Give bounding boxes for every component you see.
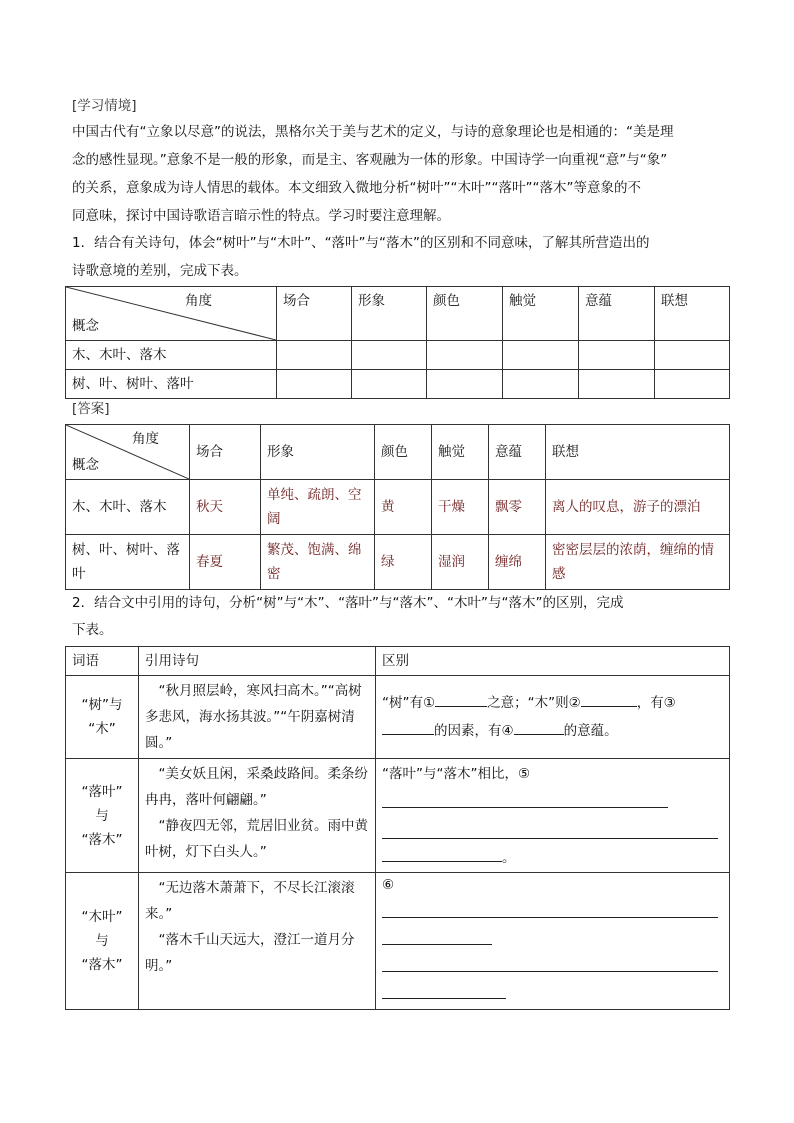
table2-header: 触觉 — [432, 425, 489, 480]
table2-row-label: 木、木叶、落木 — [66, 480, 190, 535]
table2-cell-meaning: 飘零 — [489, 480, 546, 535]
table2-cell-touch: 干燥 — [432, 480, 489, 535]
table1-corner-top: 角度 — [185, 293, 212, 309]
table1-blank-cell[interactable] — [352, 341, 427, 370]
table2-cell-association: 密密层层的浓荫，缠绵的情感 — [546, 535, 730, 590]
table1-blank-cell[interactable] — [579, 370, 655, 399]
table1-blank-cell[interactable] — [427, 370, 503, 399]
intro-line-3: 的关系，意象成为诗人情思的载体。本文细致入微地分析“树叶”“木叶”“落叶”“落木”等意象的不 — [72, 180, 641, 196]
question-1-line-2: 诗歌意境的差别，完成下表。 — [72, 263, 248, 279]
table2-header: 颜色 — [375, 425, 432, 480]
table3-poem-cell — [139, 873, 376, 1010]
table1-blank-cell[interactable] — [277, 370, 352, 399]
table2-cell-image: 单纯、疏朗、空阔 — [261, 480, 375, 535]
answer-line[interactable] — [382, 895, 718, 918]
table1-blank-cell[interactable] — [503, 341, 579, 370]
poem-quote: “无边落木萧萧下，不尽长江滚滚来。” — [145, 880, 355, 922]
table2-corner-top: 角度 — [132, 431, 159, 447]
answer-table — [65, 424, 730, 590]
table2-cell-meaning: 缠绵 — [489, 535, 546, 590]
blank-1[interactable] — [435, 690, 487, 707]
poem-quote: “静夜四无邻，荒居旧业贫。雨中黄叶树，灯下白头人。” — [145, 818, 368, 860]
poem-quote: “美女妖且闲，采桑歧路间。柔条纷冉冉，落叶何翩翩。” — [145, 766, 368, 808]
diff-text: “落叶”与“落木”相比，⑤ — [382, 766, 531, 782]
table1-corner-cell — [66, 287, 277, 341]
table1-corner-bottom: 概念 — [72, 318, 99, 334]
blank-3[interactable] — [382, 718, 434, 735]
question-1-line-1: 1．结合有关诗句，体会“树叶”与“木叶”、“落叶”与“落木”的区别和不同意味，了解其所营造出的 — [72, 235, 650, 251]
table1-blank-cell[interactable] — [579, 341, 655, 370]
table3-poem-cell — [139, 759, 376, 873]
table2-cell-association: 离人的叹息，游子的漂泊 — [546, 480, 730, 535]
term-line: “木叶” — [81, 909, 123, 925]
term-line: 与 — [95, 933, 109, 949]
question-2-line-1: 2．结合文中引用的诗句，分析“树”与“木”、“落叶”与“落木”、“木叶”与“落木”的区别，完成 — [72, 595, 624, 611]
table1-row-label: 木、木叶、落木 — [66, 341, 277, 370]
table3-header: 引用诗句 — [139, 647, 376, 676]
table3-diff-cell — [376, 676, 730, 759]
poem-quote: “落木千山天远大，澄江一道月分明。” — [145, 932, 355, 974]
table2-header: 联想 — [546, 425, 730, 480]
term-line: “落木” — [81, 957, 123, 973]
table2-header: 形象 — [261, 425, 375, 480]
term-line: 与 — [95, 807, 109, 824]
table3-term-cell — [66, 873, 139, 1010]
table2-cell-occasion: 秋天 — [190, 480, 261, 535]
term-line: “落叶” — [81, 783, 123, 800]
diff-text: ，有③ — [636, 695, 676, 711]
table3-header: 区别 — [376, 647, 730, 676]
table1-blank-cell[interactable] — [277, 341, 352, 370]
answer-line[interactable] — [382, 949, 718, 972]
diff-text: 之意；“木”则② — [487, 695, 581, 711]
table1-blank-cell[interactable] — [503, 370, 579, 399]
answer-line[interactable] — [382, 816, 718, 839]
term-line: “木” — [88, 721, 116, 737]
table3-poem-cell — [139, 676, 376, 759]
question-2-line-2: 下表。 — [72, 622, 113, 638]
table2-header: 场合 — [190, 425, 261, 480]
diff-text: “树”有① — [382, 695, 436, 711]
table3-term-cell — [66, 759, 139, 873]
intro-line-1: 中国古代有“立象以尽意”的说法，黑格尔关于美与艺术的定义，与诗的意象理论也是相通的：“美是理 — [72, 124, 674, 140]
table3-term-cell — [66, 676, 139, 759]
poem-quote: “秋月照层岭，寒风扫高木。”“高树多悲风，海水扬其波。”“午阴嘉树清圆。” — [145, 683, 362, 751]
table1-blank-cell[interactable] — [427, 341, 503, 370]
intro-line-4: 同意味，探讨中国诗歌语言暗示性的特点。学习时要注意理解。 — [72, 208, 450, 224]
table1-blank-cell[interactable] — [655, 341, 730, 370]
blank-4[interactable] — [514, 718, 564, 735]
answer-line[interactable] — [382, 845, 502, 862]
table1-header: 形象 — [352, 287, 427, 341]
table2-corner-cell — [66, 425, 190, 480]
diff-text: 的因素，有④ — [434, 723, 514, 739]
table1-blank-cell[interactable] — [352, 370, 427, 399]
exercise-table-2 — [65, 646, 730, 1010]
table1-header: 触觉 — [503, 287, 579, 341]
table2-header: 意蕴 — [489, 425, 546, 480]
table2-cell-occasion: 春夏 — [190, 535, 261, 590]
table2-cell-image: 繁茂、饱满、绵密 — [261, 535, 375, 590]
table1-header: 颜色 — [427, 287, 503, 341]
diff-text: 的意蕴。 — [563, 723, 618, 739]
answer-line[interactable] — [382, 785, 668, 808]
table1-header: 联想 — [655, 287, 730, 341]
table2-cell-color: 绿 — [375, 535, 432, 590]
table3-header: 词语 — [66, 647, 139, 676]
table1-blank-cell[interactable] — [655, 370, 730, 399]
term-line: “落木” — [81, 831, 123, 848]
answer-line[interactable] — [382, 922, 492, 945]
answer-tag: [答案] — [72, 401, 110, 417]
term-line: “树”与 — [81, 697, 123, 713]
table2-cell-touch: 湿润 — [432, 535, 489, 590]
table3-diff-cell — [376, 759, 730, 873]
table1-header: 场合 — [277, 287, 352, 341]
table1-row-label: 树、叶、树叶、落叶 — [66, 370, 277, 399]
exercise-table-1 — [65, 286, 730, 399]
table3-diff-cell — [376, 873, 730, 1010]
diff-text: ⑥ — [382, 877, 395, 893]
diff-text: 。 — [502, 850, 516, 866]
table1-header: 意蕴 — [579, 287, 655, 341]
answer-line[interactable] — [382, 976, 506, 999]
blank-2[interactable] — [581, 690, 637, 707]
table2-corner-bottom: 概念 — [72, 457, 99, 473]
table2-row-label: 树、叶、树叶、落叶 — [66, 535, 190, 590]
section-tag: [学习情境] — [72, 98, 137, 114]
intro-line-2: 念的感性显现。”意象不是一般的形象，而是主、客观融为一体的形象。中国诗学一向重视“意”与“象” — [72, 152, 668, 168]
table2-cell-color: 黄 — [375, 480, 432, 535]
